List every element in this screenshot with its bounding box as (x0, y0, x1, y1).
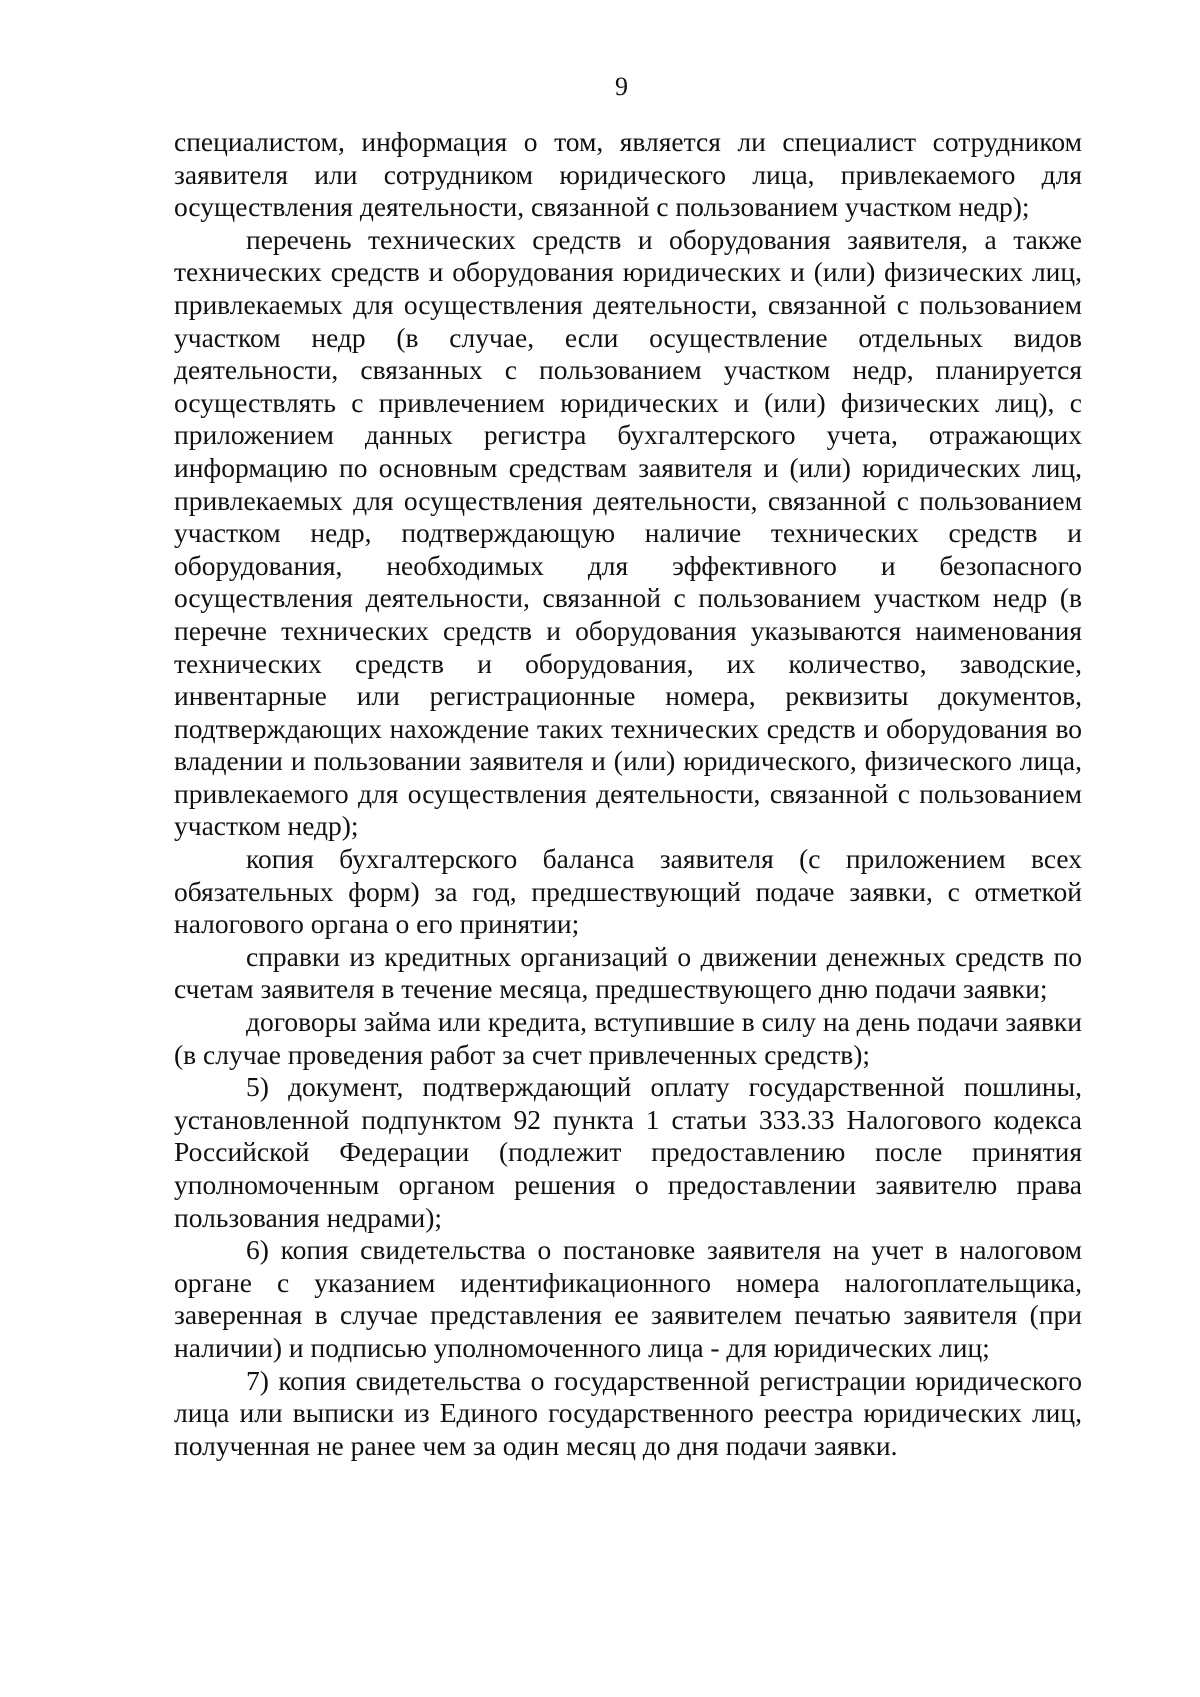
paragraph-3: копия бухгалтерского баланса заявителя (с приложением всех обязательных форм) за год, предшествующий подаче заявки, с отметкой налогового органа о его принятии; (174, 843, 1082, 940)
paragraph-6: 5) документ, подтверждающий оплату государственной пошлины, установленной подпунктом 92 пункта 1 статьи 333.33 Налогового кодекса Российской Федерации (подлежит предоставлению после принятия уполномоченным органом решения о предоставлении заявителю права пользования недрами); (174, 1071, 1082, 1233)
paragraph-1: специалистом, информация о том, является ли специалист сотрудником заявителя или сотрудником юридического лица, привлекаемого для осуществления деятельности, связанной с пользованием участком недр); (174, 126, 1082, 223)
paragraph-5: договоры займа или кредита, вступившие в силу на день подачи заявки (в случае проведения работ за счет привлеченных средств); (174, 1006, 1082, 1070)
paragraph-7: 6) копия свидетельства о постановке заявителя на учет в налоговом органе с указанием идентификационного номера налогоплательщика, заверенная в случае представления ее заявителем печатью заявителя (при наличии) и подписью уполномоченного лица - для юридических лиц; (174, 1234, 1082, 1363)
paragraph-2: перечень технических средств и оборудования заявителя, а также технических средств и оборудования юридических и (или) физических лиц, привлекаемых для осуществления деятельности, связанной с пользованием участком недр (в случае, если осуществление отдельных видов деятельности, связанных с пользованием участком недр, планируется осуществлять с привлечением юридических и (или) физических лиц), с приложением данных регистра бухгалтерского учета, отражающих информацию по основным средствам заявителя и (или) юридических лиц, привлекаемых для осуществления деятельности, связанной с пользованием участком недр, подтверждающую наличие технических средств и оборудования, необходимых для эффективного и безопасного осуществления деятельности, связанной с пользованием участком недр (в перечне технических средств и оборудования указываются наименования технических средств и оборудования, их количество, заводские, инвентарные или регистрационные номера, реквизиты документов, подтверждающих нахождение таких технических средств и оборудования во владении и пользовании заявителя и (или) юридического, физического лица, привлекаемого для осуществления деятельности, связанной с пользованием участком недр); (174, 223, 1082, 842)
paragraph-8: 7) копия свидетельства о государственной регистрации юридического лица или выписки из Единого государственного реестра юридических лиц, полученная не ранее чем за один месяц до дня подачи заявки. (174, 1364, 1082, 1461)
document-body (174, 126, 1082, 1462)
page-number: 9 (615, 72, 628, 101)
paragraph-4: справки из кредитных организаций о движении денежных средств по счетам заявителя в течение месяца, предшествующего дню подачи заявки; (174, 940, 1082, 1005)
